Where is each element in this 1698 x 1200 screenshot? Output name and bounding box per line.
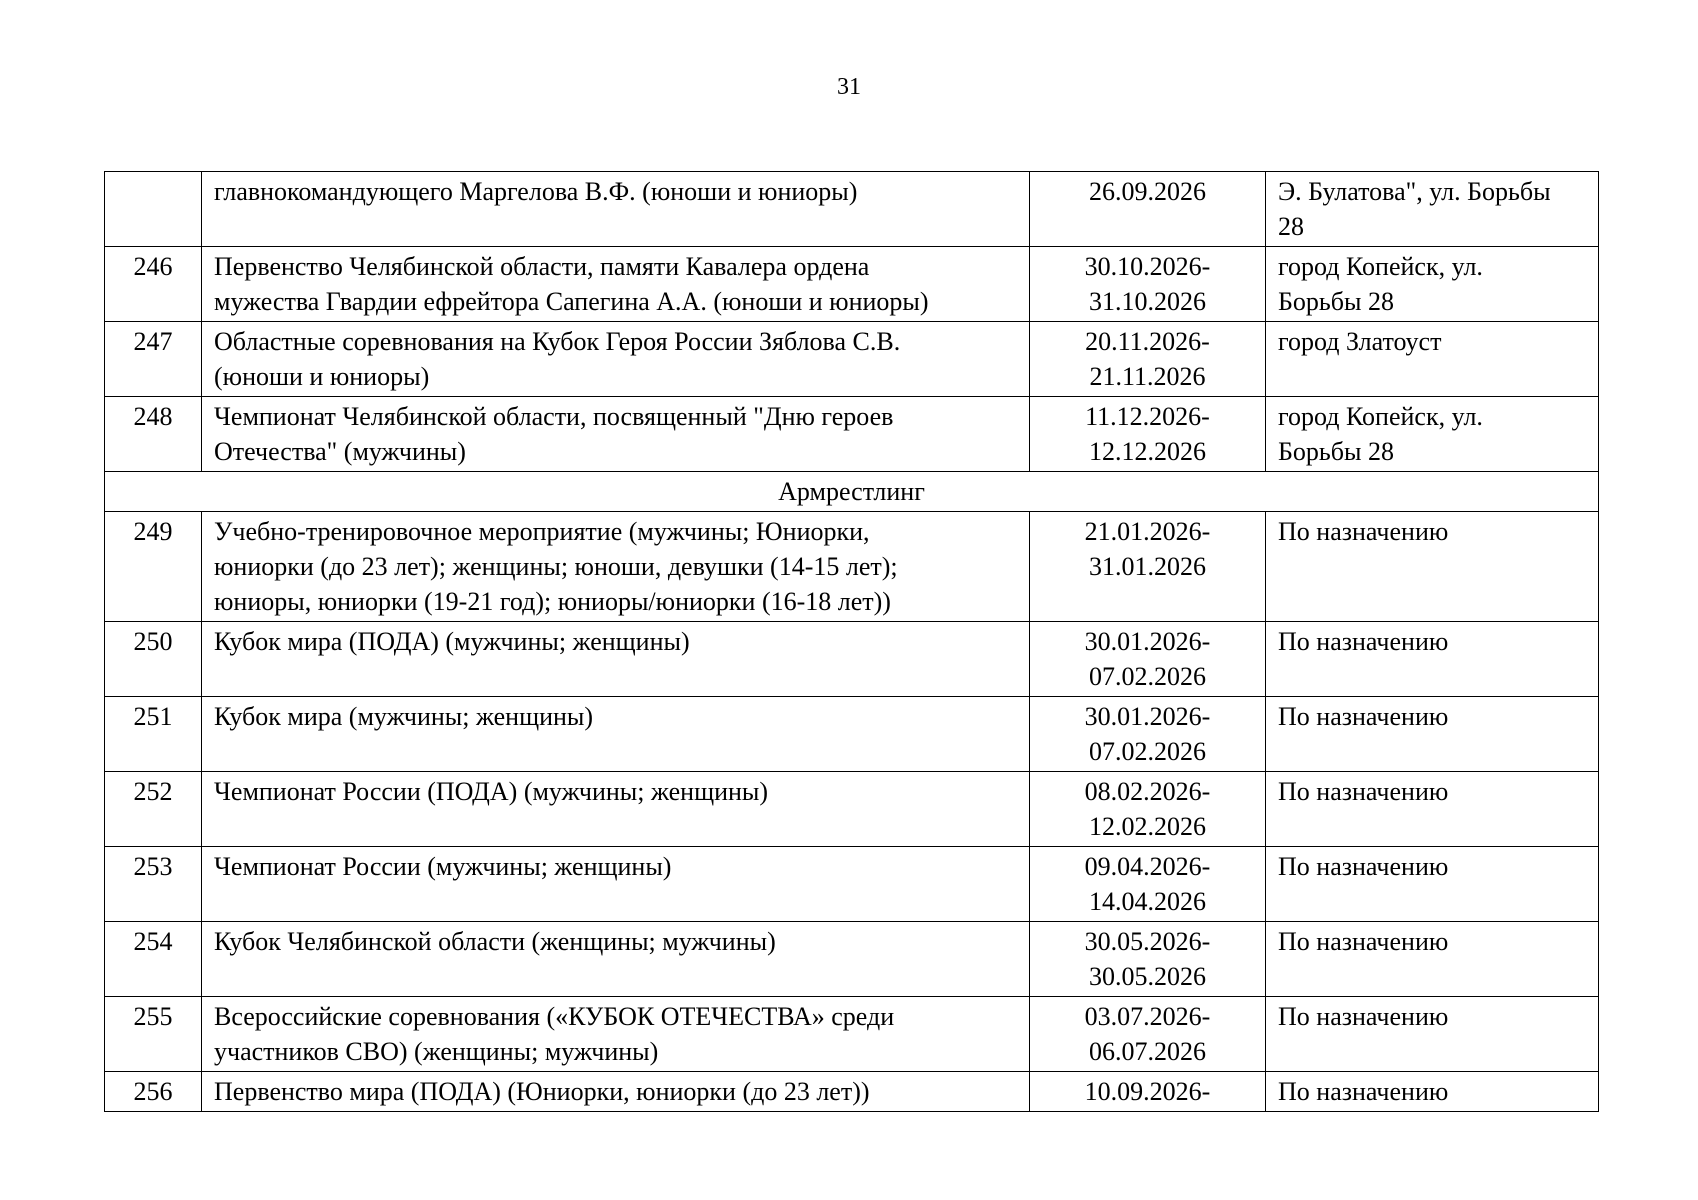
event-dates bbox=[1030, 847, 1266, 922]
table-row bbox=[105, 1072, 1599, 1112]
event-dates-line: 14.04.2026 bbox=[1089, 887, 1206, 916]
event-name-line: Чемпионат России (мужчины; женщины) bbox=[214, 852, 672, 881]
event-dates bbox=[1030, 772, 1266, 847]
event-place bbox=[1266, 1072, 1599, 1112]
table-row bbox=[105, 997, 1599, 1072]
event-name-line: Областные соревнования на Кубок Героя России Зяблова С.В. bbox=[214, 327, 901, 356]
event-name-line: Учебно-тренировочное мероприятие (мужчины; Юниорки, bbox=[214, 517, 870, 546]
row-number: 249 bbox=[105, 512, 202, 622]
event-name-line: Отечества" (мужчины) bbox=[214, 437, 466, 466]
event-dates bbox=[1030, 922, 1266, 997]
event-name-line: юниоры, юниорки (19-21 год); юниоры/юниорки (16-18 лет)) bbox=[214, 587, 891, 616]
event-name-line: Кубок мира (мужчины; женщины) bbox=[214, 702, 594, 731]
event-name bbox=[202, 847, 1030, 922]
event-dates-line: 21.01.2026- bbox=[1084, 517, 1211, 546]
row-number: 255 bbox=[105, 997, 202, 1072]
event-dates-line: 30.05.2026- bbox=[1084, 927, 1211, 956]
event-name bbox=[202, 997, 1030, 1072]
event-dates-line: 30.01.2026- bbox=[1084, 702, 1211, 731]
event-place-line: Борьбы 28 bbox=[1278, 437, 1394, 466]
event-name bbox=[202, 247, 1030, 322]
event-name bbox=[202, 172, 1030, 247]
events-table-body bbox=[105, 172, 1599, 1112]
row-number: 251 bbox=[105, 697, 202, 772]
event-dates bbox=[1030, 697, 1266, 772]
event-dates bbox=[1030, 512, 1266, 622]
event-dates-line: 12.02.2026 bbox=[1089, 812, 1206, 841]
event-dates-line: 11.12.2026- bbox=[1085, 402, 1210, 431]
event-place bbox=[1266, 397, 1599, 472]
event-place bbox=[1266, 772, 1599, 847]
event-place-line: По назначению bbox=[1278, 852, 1449, 881]
row-number bbox=[105, 172, 202, 247]
table-row bbox=[105, 922, 1599, 997]
event-name-line: Первенство Челябинской области, памяти Кавалера ордена bbox=[214, 252, 870, 281]
row-number: 252 bbox=[105, 772, 202, 847]
table-row bbox=[105, 322, 1599, 397]
event-place-line: По назначению bbox=[1278, 777, 1449, 806]
event-place bbox=[1266, 922, 1599, 997]
event-place-line: По назначению bbox=[1278, 702, 1449, 731]
event-name-line: Чемпионат России (ПОДА) (мужчины; женщины) bbox=[214, 777, 769, 806]
event-name bbox=[202, 1072, 1030, 1112]
event-dates-line: 07.02.2026 bbox=[1089, 737, 1206, 766]
event-dates-line: 31.10.2026 bbox=[1089, 287, 1206, 316]
event-dates-line: 30.10.2026- bbox=[1084, 252, 1211, 281]
row-number: 247 bbox=[105, 322, 202, 397]
event-name bbox=[202, 697, 1030, 772]
event-dates-line: 10.09.2026- bbox=[1084, 1077, 1211, 1106]
row-number: 254 bbox=[105, 922, 202, 997]
table-row bbox=[105, 772, 1599, 847]
row-number: 253 bbox=[105, 847, 202, 922]
section-title: Армрестлинг bbox=[105, 472, 1599, 512]
event-dates bbox=[1030, 247, 1266, 322]
event-place bbox=[1266, 697, 1599, 772]
table-row bbox=[105, 622, 1599, 697]
event-dates-line: 08.02.2026- bbox=[1084, 777, 1211, 806]
event-dates-line: 06.07.2026 bbox=[1089, 1037, 1206, 1066]
row-number: 250 bbox=[105, 622, 202, 697]
event-dates-line: 31.01.2026 bbox=[1089, 552, 1206, 581]
event-name-line: (юноши и юниоры) bbox=[214, 362, 430, 391]
event-name-line: главнокомандующего Маргелова В.Ф. (юноши и юниоры) bbox=[214, 177, 858, 206]
event-place-line: По назначению bbox=[1278, 1002, 1449, 1031]
row-number: 256 bbox=[105, 1072, 202, 1112]
event-dates-line: 26.09.2026 bbox=[1089, 177, 1206, 206]
event-place bbox=[1266, 172, 1599, 247]
event-name bbox=[202, 922, 1030, 997]
event-dates-line: 09.04.2026- bbox=[1084, 852, 1211, 881]
event-place bbox=[1266, 322, 1599, 397]
section-header-row bbox=[105, 472, 1599, 512]
event-name-line: Чемпионат Челябинской области, посвященный "Дню героев bbox=[214, 402, 894, 431]
event-dates-line: 30.05.2026 bbox=[1089, 962, 1206, 991]
event-name-line: юниорки (до 23 лет); женщины; юноши, девушки (14-15 лет); bbox=[214, 552, 898, 581]
event-place-line: город Копейск, ул. bbox=[1278, 252, 1483, 281]
events-table bbox=[104, 171, 1599, 1112]
event-dates-line: 12.12.2026 bbox=[1089, 437, 1206, 466]
event-place bbox=[1266, 622, 1599, 697]
page-number: 31 bbox=[837, 74, 861, 100]
row-number: 248 bbox=[105, 397, 202, 472]
table-row bbox=[105, 247, 1599, 322]
event-dates-line: 21.11.2026 bbox=[1089, 362, 1206, 391]
event-dates-line: 07.02.2026 bbox=[1089, 662, 1206, 691]
event-dates bbox=[1030, 1072, 1266, 1112]
event-name-line: участников СВО) (женщины; мужчины) bbox=[214, 1037, 659, 1066]
event-name bbox=[202, 512, 1030, 622]
event-place-line: Борьбы 28 bbox=[1278, 287, 1394, 316]
event-place bbox=[1266, 247, 1599, 322]
event-place-line: По назначению bbox=[1278, 627, 1449, 656]
table-row bbox=[105, 847, 1599, 922]
event-name-line: Кубок Челябинской области (женщины; мужчины) bbox=[214, 927, 776, 956]
event-name bbox=[202, 772, 1030, 847]
event-dates-line: 20.11.2026- bbox=[1085, 327, 1210, 356]
event-name-line: Кубок мира (ПОДА) (мужчины; женщины) bbox=[214, 627, 690, 656]
event-place-line: По назначению bbox=[1278, 517, 1449, 546]
event-dates bbox=[1030, 397, 1266, 472]
event-dates-line: 30.01.2026- bbox=[1084, 627, 1211, 656]
event-place bbox=[1266, 847, 1599, 922]
event-dates bbox=[1030, 322, 1266, 397]
event-place bbox=[1266, 997, 1599, 1072]
event-name-line: Всероссийские соревнования («КУБОК ОТЕЧЕСТВА» среди bbox=[214, 1002, 895, 1031]
table-row bbox=[105, 697, 1599, 772]
event-name bbox=[202, 322, 1030, 397]
table-row bbox=[105, 397, 1599, 472]
event-dates bbox=[1030, 172, 1266, 247]
event-dates bbox=[1030, 622, 1266, 697]
event-name-line: Первенство мира (ПОДА) (Юниорки, юниорки (до 23 лет)) bbox=[214, 1077, 870, 1106]
table-row bbox=[105, 172, 1599, 247]
table-row bbox=[105, 512, 1599, 622]
event-name bbox=[202, 397, 1030, 472]
event-place-line: город Копейск, ул. bbox=[1278, 402, 1483, 431]
event-place-line: 28 bbox=[1278, 212, 1304, 241]
event-place-line: Э. Булатова", ул. Борьбы bbox=[1278, 177, 1551, 206]
event-place-line: По назначению bbox=[1278, 927, 1449, 956]
event-place bbox=[1266, 512, 1599, 622]
event-place-line: По назначению bbox=[1278, 1077, 1449, 1106]
event-dates bbox=[1030, 997, 1266, 1072]
event-place-line: город Златоуст bbox=[1278, 327, 1442, 356]
event-name bbox=[202, 622, 1030, 697]
event-dates-line: 03.07.2026- bbox=[1084, 1002, 1211, 1031]
event-name-line: мужества Гвардии ефрейтора Сапегина А.А. (юноши и юниоры) bbox=[214, 287, 929, 316]
row-number: 246 bbox=[105, 247, 202, 322]
